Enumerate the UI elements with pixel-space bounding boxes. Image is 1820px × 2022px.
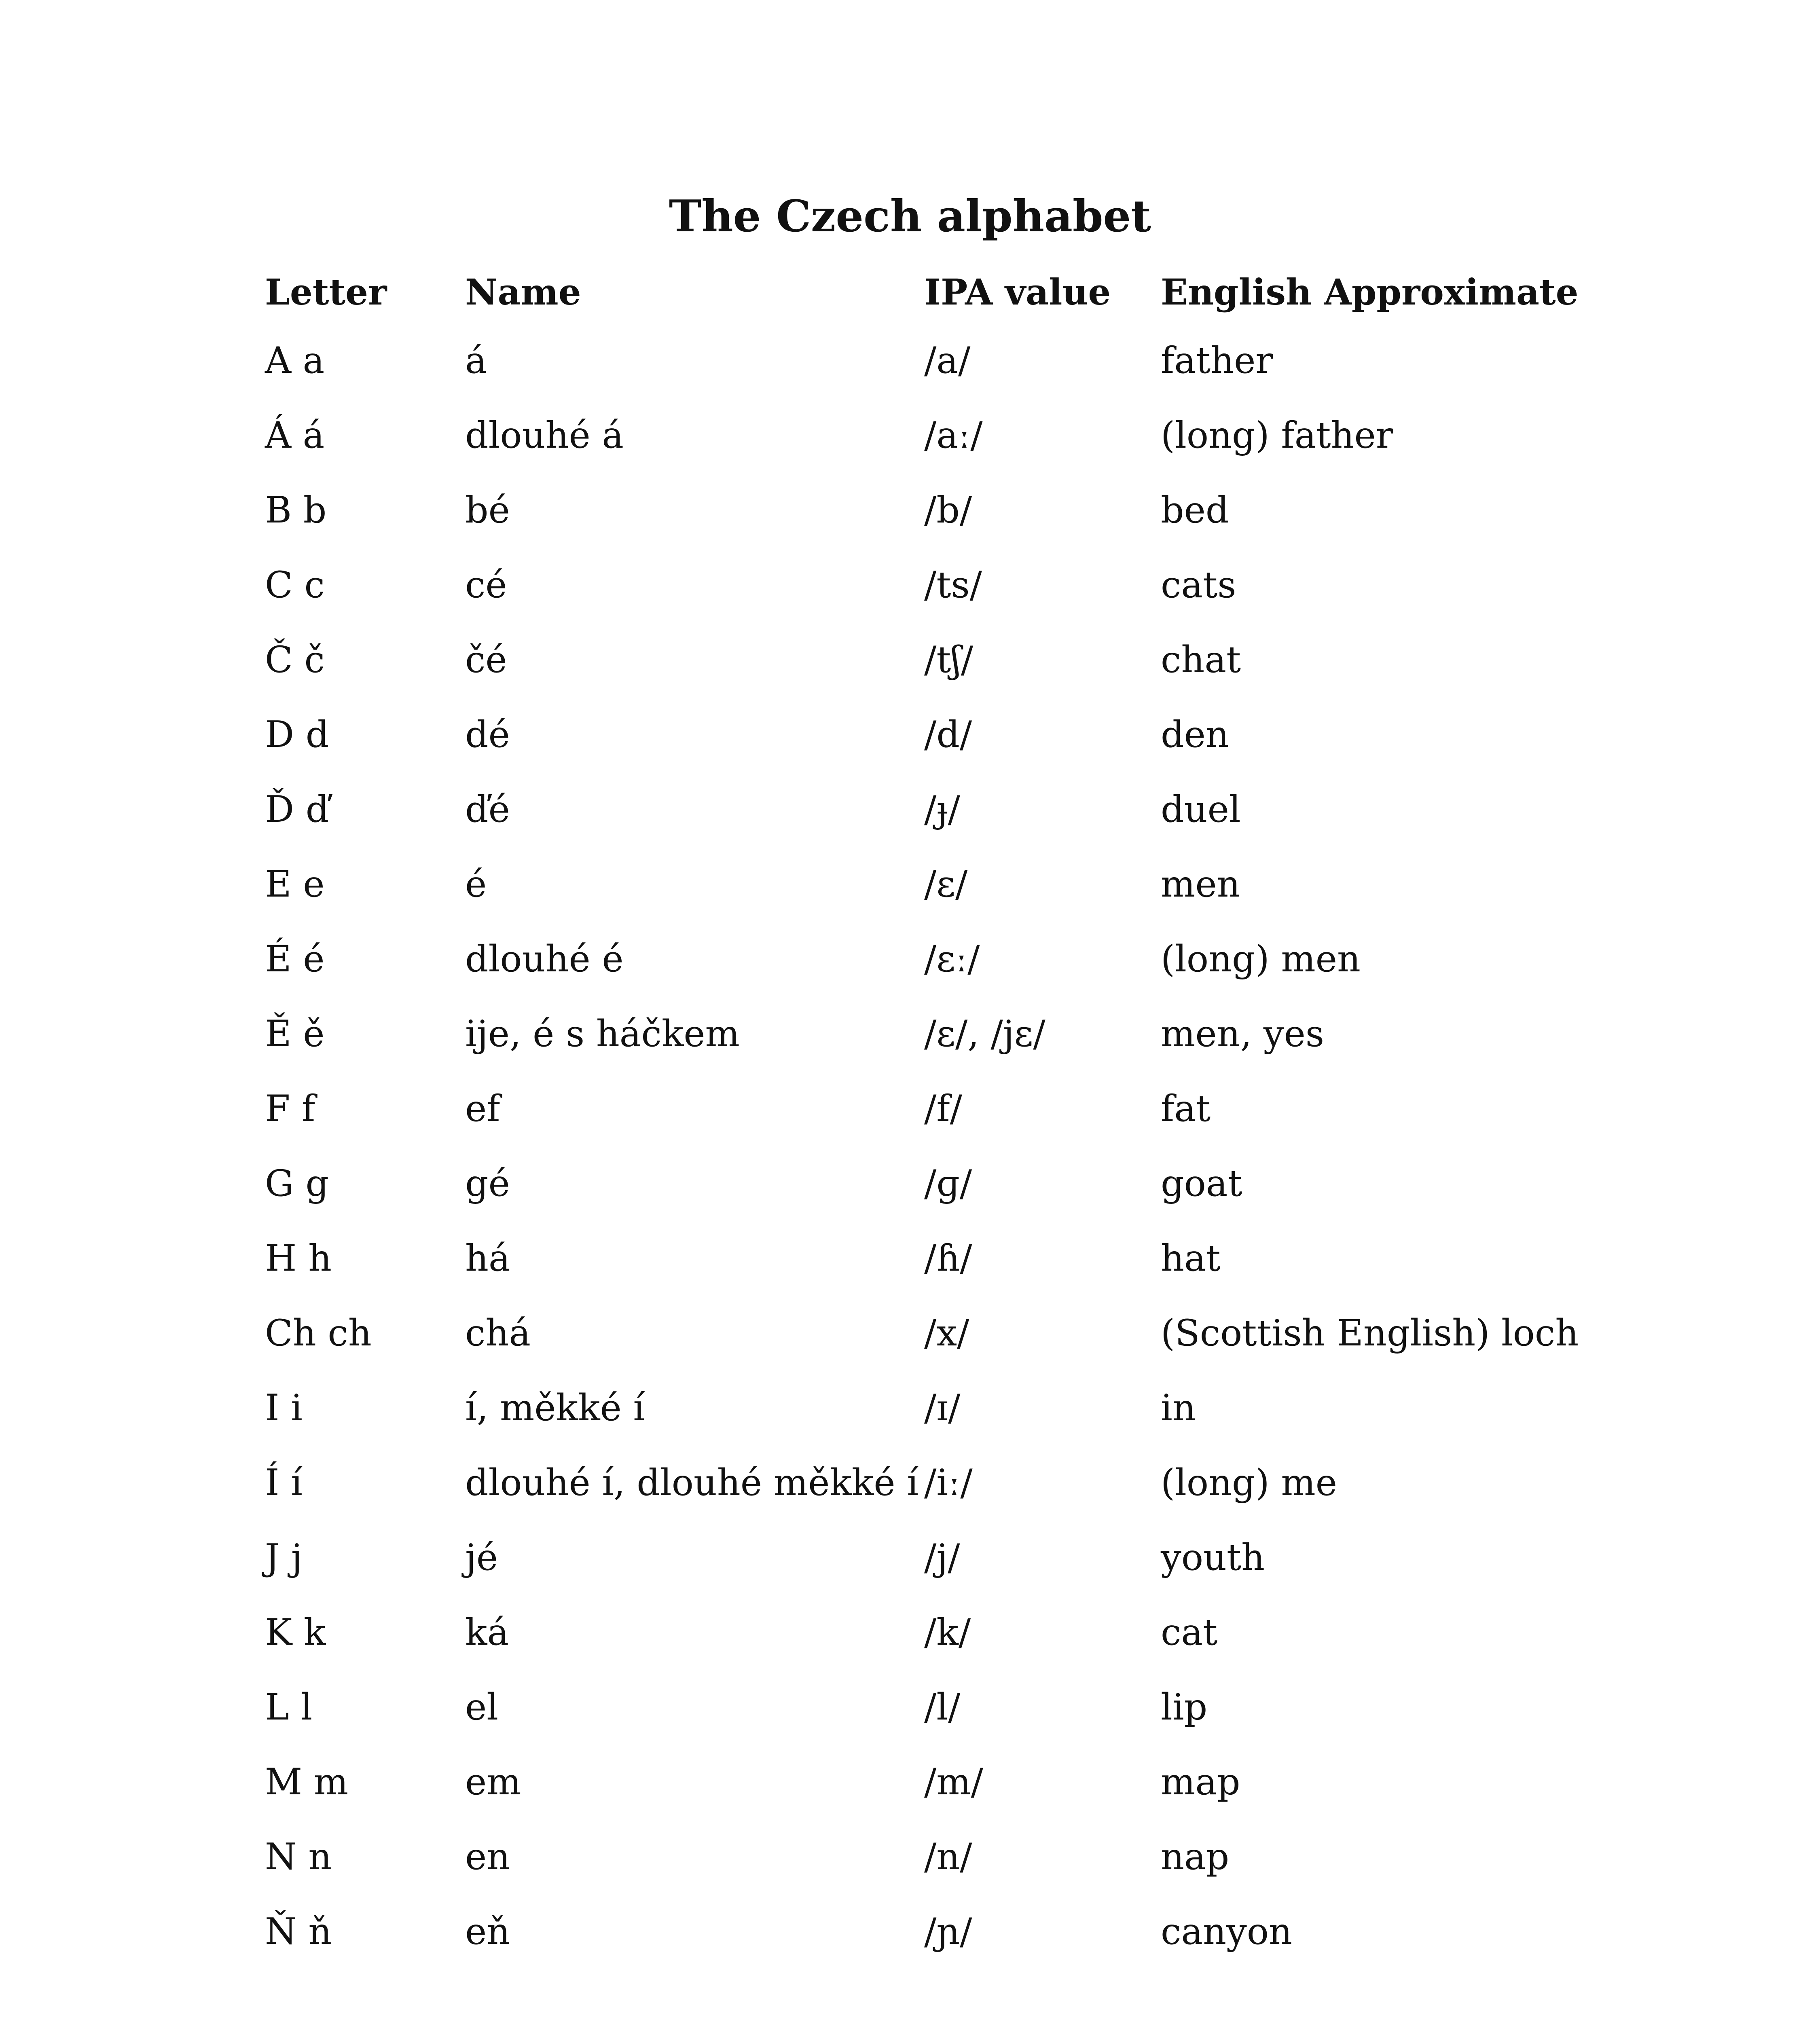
cell-ipa: /tʃ/: [924, 639, 973, 681]
cell-letter: E e: [265, 863, 325, 905]
cell-letter: L l: [265, 1686, 313, 1728]
table-row: [265, 1531, 1600, 1606]
cell-name: dlouhé é: [465, 938, 624, 980]
cell-letter: K k: [265, 1611, 326, 1654]
cell-name: em: [465, 1761, 521, 1803]
cell-ipa: /iː/: [924, 1462, 973, 1504]
table-row: [265, 484, 1600, 559]
cell-name: dlouhé í, dlouhé měkké í: [465, 1462, 919, 1504]
cell-name: ká: [465, 1611, 509, 1654]
table-header-row: [265, 266, 1600, 334]
cell-name: eň: [465, 1910, 510, 1953]
table-row: [265, 1756, 1600, 1831]
cell-english: youth: [1161, 1536, 1265, 1579]
cell-letter: É é: [265, 938, 325, 980]
cell-english: cats: [1161, 564, 1236, 606]
cell-letter: C c: [265, 564, 325, 606]
cell-letter: Í í: [265, 1462, 303, 1504]
table-row: [265, 1083, 1600, 1157]
cell-ipa: /ɡ/: [924, 1162, 972, 1205]
cell-ipa: /ɛ/, /jɛ/: [924, 1013, 1045, 1055]
cell-english: (long) father: [1161, 414, 1393, 457]
cell-letter: A a: [265, 339, 325, 382]
table-row: [265, 1831, 1600, 1906]
cell-name: í, měkké í: [465, 1387, 645, 1429]
cell-letter: F f: [265, 1087, 315, 1130]
cell-ipa: /n/: [924, 1836, 972, 1878]
cell-letter: Ch ch: [265, 1312, 372, 1354]
cell-letter: G g: [265, 1162, 329, 1205]
cell-ipa: /a/: [924, 339, 971, 382]
cell-ipa: /aː/: [924, 414, 983, 457]
cell-letter: Ď ď: [265, 788, 329, 831]
table-row: [265, 1606, 1600, 1681]
cell-english: cat: [1161, 1611, 1218, 1654]
table-row: [265, 559, 1600, 634]
cell-letter: Á á: [265, 414, 325, 457]
cell-name: bé: [465, 489, 510, 531]
cell-english: canyon: [1161, 1910, 1293, 1953]
cell-name: jé: [465, 1536, 498, 1579]
cell-ipa: /j/: [924, 1536, 960, 1579]
cell-ipa: /ɲ/: [924, 1910, 972, 1953]
cell-name: dlouhé á: [465, 414, 624, 457]
table-row: [265, 1157, 1600, 1232]
cell-name: el: [465, 1686, 499, 1728]
cell-name: é: [465, 863, 487, 905]
cell-ipa: /ɦ/: [924, 1237, 972, 1280]
cell-ipa: /m/: [924, 1761, 983, 1803]
table-row: [265, 858, 1600, 933]
cell-letter: Ě ě: [265, 1013, 325, 1055]
cell-english: bed: [1161, 489, 1229, 531]
table-row: [265, 1382, 1600, 1457]
cell-english: fat: [1161, 1087, 1211, 1130]
cell-name: cé: [465, 564, 507, 606]
header-letter: Letter: [265, 271, 387, 313]
table-row: [265, 1681, 1600, 1756]
cell-english: father: [1161, 339, 1273, 382]
cell-name: ije, é s háčkem: [465, 1013, 740, 1055]
cell-name: gé: [465, 1162, 510, 1205]
cell-ipa: /x/: [924, 1312, 969, 1354]
cell-english: (long) men: [1161, 938, 1361, 980]
table-row: [265, 783, 1600, 858]
table-row: [265, 709, 1600, 783]
cell-name: há: [465, 1237, 510, 1280]
header-english: English Approximate: [1161, 271, 1579, 313]
header-name: Name: [465, 271, 581, 313]
cell-letter: D d: [265, 713, 329, 756]
cell-ipa: /l/: [924, 1686, 961, 1728]
cell-letter: H h: [265, 1237, 332, 1280]
cell-english: (long) me: [1161, 1462, 1337, 1504]
table-row: [265, 933, 1600, 1008]
cell-ipa: /ts/: [924, 564, 982, 606]
cell-ipa: /ɛː/: [924, 938, 980, 980]
cell-english: lip: [1161, 1686, 1208, 1728]
cell-name: dé: [465, 713, 510, 756]
cell-letter: M m: [265, 1761, 349, 1803]
cell-name: čé: [465, 639, 507, 681]
table-row: [265, 1008, 1600, 1083]
cell-letter: J j: [265, 1536, 303, 1579]
cell-ipa: /ɟ/: [924, 788, 960, 831]
cell-english: hat: [1161, 1237, 1221, 1280]
cell-name: en: [465, 1836, 510, 1878]
page-title: The Czech alphabet: [669, 191, 1151, 242]
table-row: [265, 1232, 1600, 1307]
cell-english: map: [1161, 1761, 1240, 1803]
cell-english: goat: [1161, 1162, 1242, 1205]
table-row: [265, 334, 1600, 409]
cell-letter: B b: [265, 489, 327, 531]
cell-letter: Č č: [265, 639, 325, 681]
cell-ipa: /k/: [924, 1611, 971, 1654]
cell-letter: Ň ň: [265, 1910, 332, 1953]
cell-english: duel: [1161, 788, 1241, 831]
cell-ipa: /d/: [924, 713, 972, 756]
cell-english: nap: [1161, 1836, 1230, 1878]
table-row: [265, 1307, 1600, 1382]
cell-english: men: [1161, 863, 1240, 905]
cell-english: men, yes: [1161, 1013, 1325, 1055]
alphabet-table: [265, 266, 1600, 1980]
table-row: [265, 634, 1600, 709]
cell-ipa: /b/: [924, 489, 972, 531]
cell-ipa: /f/: [924, 1087, 962, 1130]
table-row: [265, 1457, 1600, 1531]
table-row: [265, 1906, 1600, 1980]
cell-name: á: [465, 339, 487, 382]
cell-name: chá: [465, 1312, 531, 1354]
table-body: [265, 334, 1600, 1980]
cell-letter: I i: [265, 1387, 303, 1429]
cell-english: chat: [1161, 639, 1241, 681]
cell-english: (Scottish English) loch: [1161, 1312, 1579, 1354]
header-ipa: IPA value: [924, 271, 1111, 313]
cell-name: ef: [465, 1087, 500, 1130]
cell-ipa: /ɪ/: [924, 1387, 961, 1429]
cell-letter: N n: [265, 1836, 332, 1878]
cell-english: in: [1161, 1387, 1196, 1429]
cell-ipa: /ɛ/: [924, 863, 968, 905]
cell-name: ďé: [465, 788, 510, 831]
cell-english: den: [1161, 713, 1229, 756]
table-row: [265, 409, 1600, 484]
